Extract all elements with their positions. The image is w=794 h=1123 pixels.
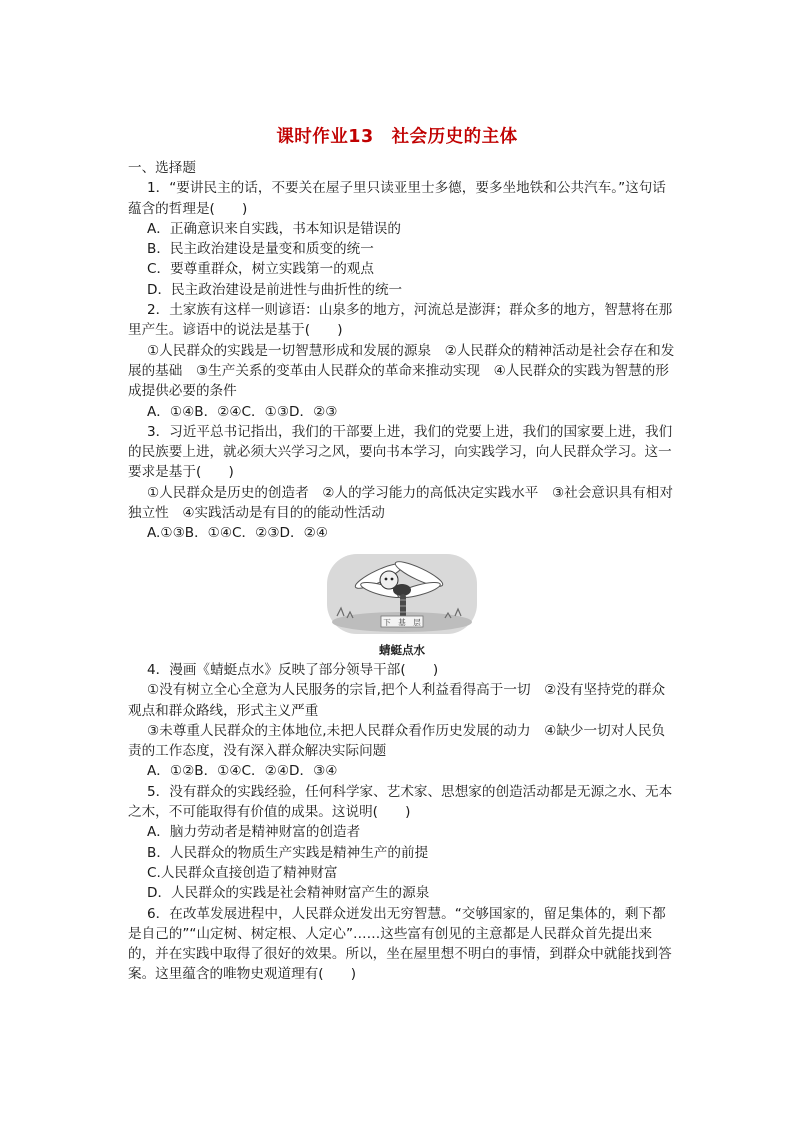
figure-caption: 蜻蜓点水 — [379, 642, 425, 657]
cartoon-figure — [128, 554, 676, 634]
question-4-stem: 4．漫画《蜻蜓点水》反映了部分领导干部( ) — [147, 661, 439, 678]
question-4-items-2: ③未尊重人民群众的主体地位,未把人民群众看作历史发展的动力 ④缺少一切对人民负责的工作态度，没有深入群众解决实际问题 — [128, 722, 666, 760]
question-4-choices: A．①②B．①④C．②④D．③④ — [147, 763, 338, 780]
question-3-items: ①人民群众是历史的创造者 ②人的学习能力的高低决定实践水平 ③社会意识具有相对独立性 ④实践活动是有目的的能动性活动 — [128, 484, 673, 522]
question-5-option-b: B．人民群众的物质生产实践是精神生产的前提 — [147, 844, 429, 861]
question-3-choices: A.①③B．①④C．②③D．②④ — [147, 525, 328, 542]
question-2-choices: A．①④B．②④C．①③D．②③ — [147, 403, 338, 420]
question-6-stem: 6．在改革发展进程中，人民群众迸发出无穷智慧。“交够国家的，留足集体的，剩下都是自己的”“山定树、树定根、人定心”……这些富有创见的主意都是人民群众首先提出来的，并在实践中取得了很好的效果。所以，坐在屋里想不明白的事情，到群众中就能找到答案。这里蕴含的唯物史观道理有( ) — [128, 905, 672, 983]
question-2-stem: 2．土家族有这样一则谚语：山泉多的地方，河流总是澎湃；群众多的地方，智慧将在那里产生。谚语中的说法是基于( ) — [128, 302, 673, 339]
question-4-items-1: ①没有树立全心全意为人民服务的宗旨,把个人利益看得高于一切 ②没有坚持党的群众观点和群众路线，形式主义严重 — [128, 682, 666, 719]
question-1-option-d: D．民主政治建设是前进性与曲折性的统一 — [147, 281, 403, 298]
document-body — [128, 158, 676, 985]
section-heading: 一、选择题 — [128, 160, 196, 176]
question-1-option-b: B．民主政治建设是量变和质变的统一 — [147, 241, 374, 258]
title-main: 课时作业13 — [276, 127, 374, 147]
title-sub: 社会历史的主体 — [391, 127, 518, 147]
page-title — [0, 123, 794, 148]
question-1-option-c: C．要尊重群众，树立实践第一的观点 — [147, 261, 374, 278]
question-5-option-c: C.人民群众直接创造了精神财富 — [147, 864, 338, 881]
cartoon-sign-text: 下 基 层 — [383, 617, 421, 627]
question-5-option-d: D．人民群众的实践是社会精神财富产生的源泉 — [147, 885, 430, 902]
question-1-stem: 1．“要讲民主的话，不要关在屋子里只读亚里士多德，要多坐地铁和公共汽车。”这句话蕴含的哲理是( ) — [128, 180, 666, 217]
question-1-option-a: A．正确意识来自实践，书本知识是错误的 — [147, 220, 401, 237]
question-5-option-a: A．脑力劳动者是精神财富的创造者 — [147, 824, 361, 841]
dragonfly-cartoon-image — [327, 554, 477, 634]
question-5-stem: 5．没有群众的实践经验，任何科学家、艺术家、思想家的创造活动都是无源之水、无本之木，不可能取得有价值的成果。这说明( ) — [128, 783, 673, 821]
question-3-stem: 3．习近平总书记指出，我们的干部要上进，我们的党要上进，我们的国家要上进，我们的民族要上进，就必须大兴学习之风，要向书本学习，向实践学习，向人民群众学习。这一要求是基于( ) — [128, 423, 673, 481]
question-2-items: ①人民群众的实践是一切智慧形成和发展的源泉 ②人民群众的精神活动是社会存在和发展的基础 ③生产关系的变革由人民群众的革命来推动实现 ④人民群众的实践为智慧的形成提供必要的条件 — [128, 342, 675, 400]
